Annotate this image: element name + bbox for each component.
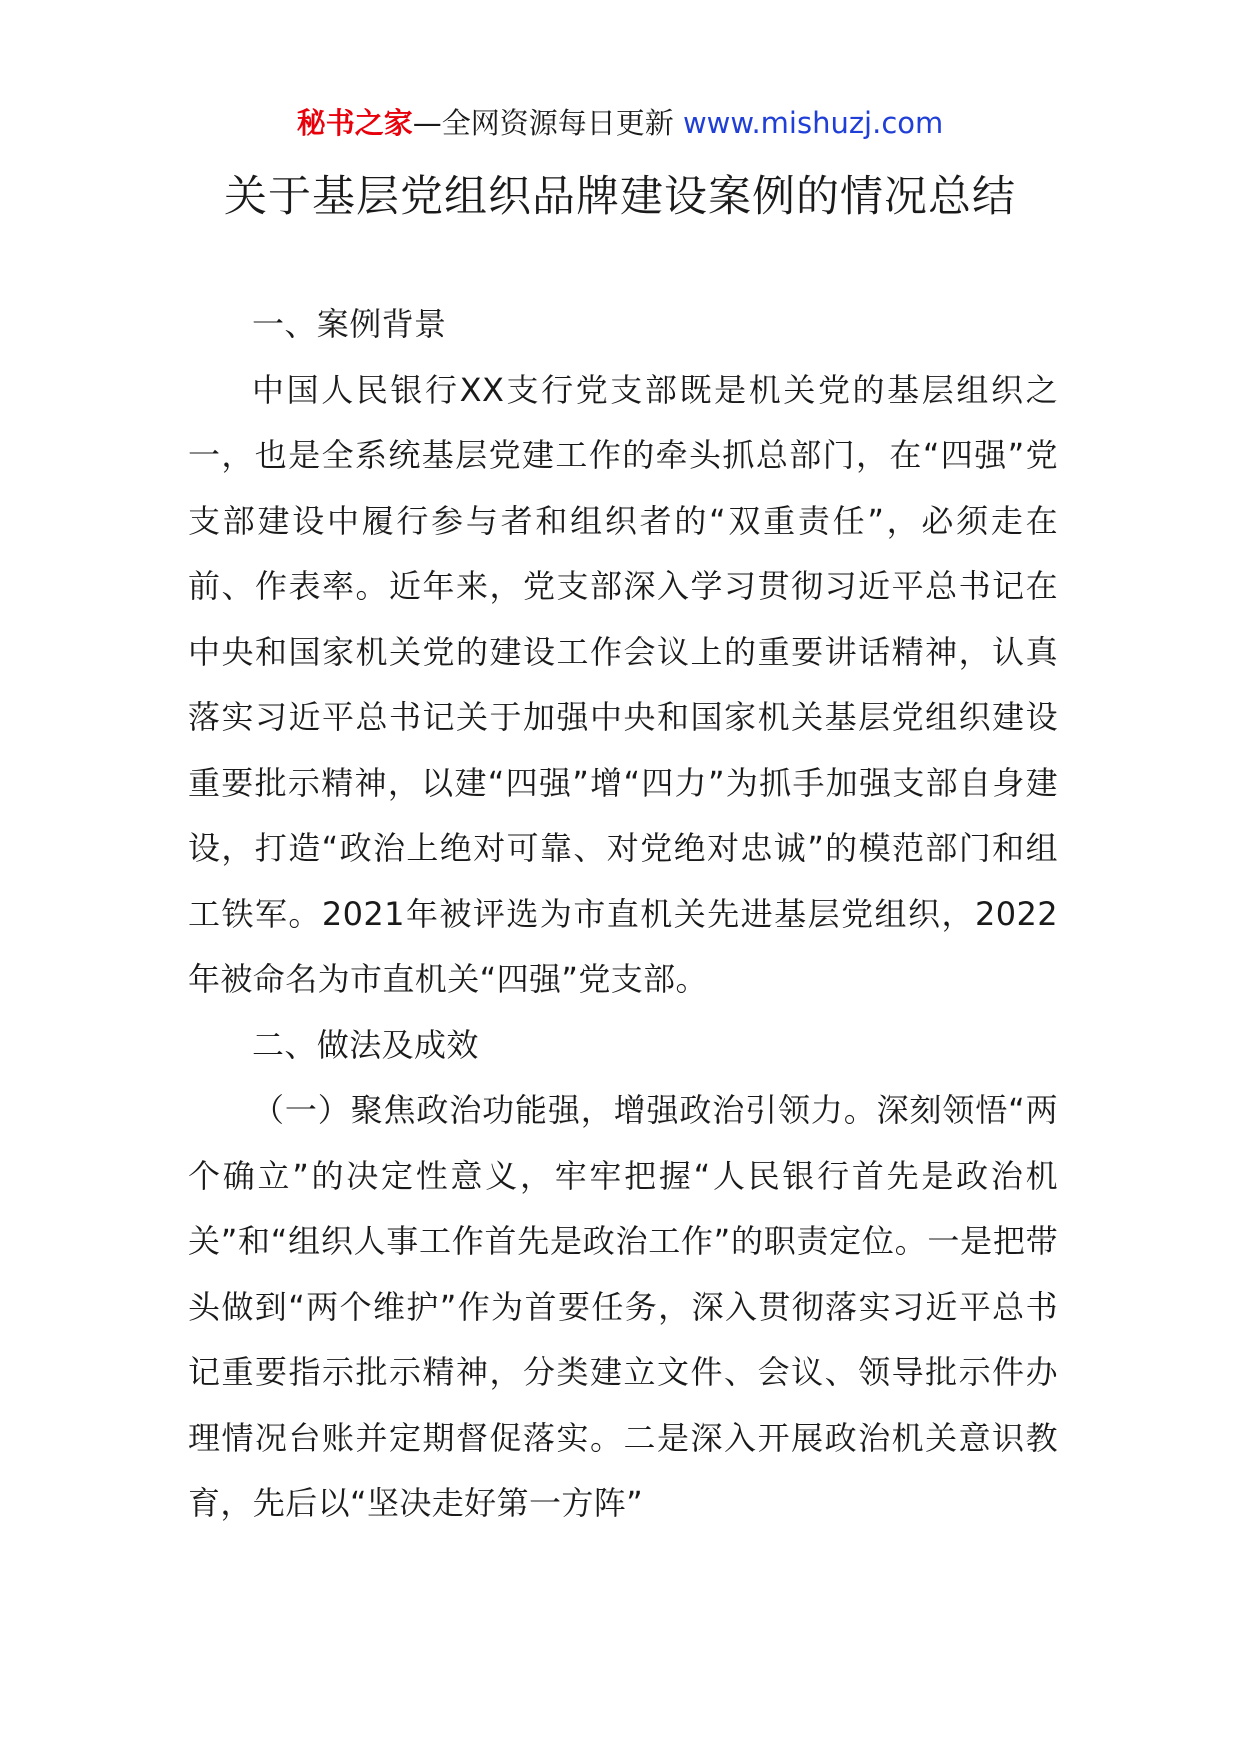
site-tagline: —全网资源每日更新 — [412, 106, 674, 140]
site-url-link[interactable]: www.mishuzj.com — [682, 106, 944, 140]
site-brand: 秘书之家 — [296, 106, 413, 140]
document-body — [188, 292, 1058, 1537]
paragraph-political-function: （一）聚焦政治功能强，增强政治引领力。深刻领悟“两个确立”的决定性意义，牢牢把握“人民银行首先是政治机关”和“组织人事工作首先是政治工作”的职责定位。一是把带头做到“两个维护”作为首要任务，深入贯彻落实习近平总书记重要指示批示精神，分类建立文件、会议、领导批示件办理情况台账并定期督促落实。二是深入开展政治机关意识教育，先后以“坚决走好第一方阵” — [188, 1091, 1058, 1522]
section-heading-background: 一、案例背景 — [252, 305, 447, 343]
section-heading-practices: 二、做法及成效 — [252, 1025, 479, 1064]
site-header — [0, 103, 1240, 143]
paragraph-background: 中国人民银行XX支行党支部既是机关党的基层组织之一，也是全系统基层党建工作的牵头抓总部门，在“四强”党支部建设中履行参与者和组织者的“双重责任”，必须走在前、作表率。近年来，党支部深入学习贯彻习近平总书记在中央和国家机关党的建设工作会议上的重要讲话精神，认真落实习近平总书记关于加强中央和国家机关基层党组织建设重要批示精神，以建“四强”增“四力”为抓手加强支部自身建设，打造“政治上绝对可靠、对党绝对忠诚”的模范部门和组工铁军。2021年被评选为市直机关先进基层党组织，2022年被命名为市直机关“四强”党支部。 — [188, 370, 1058, 998]
document-title: 关于基层党组织品牌建设案例的情况总结 — [224, 172, 1016, 222]
